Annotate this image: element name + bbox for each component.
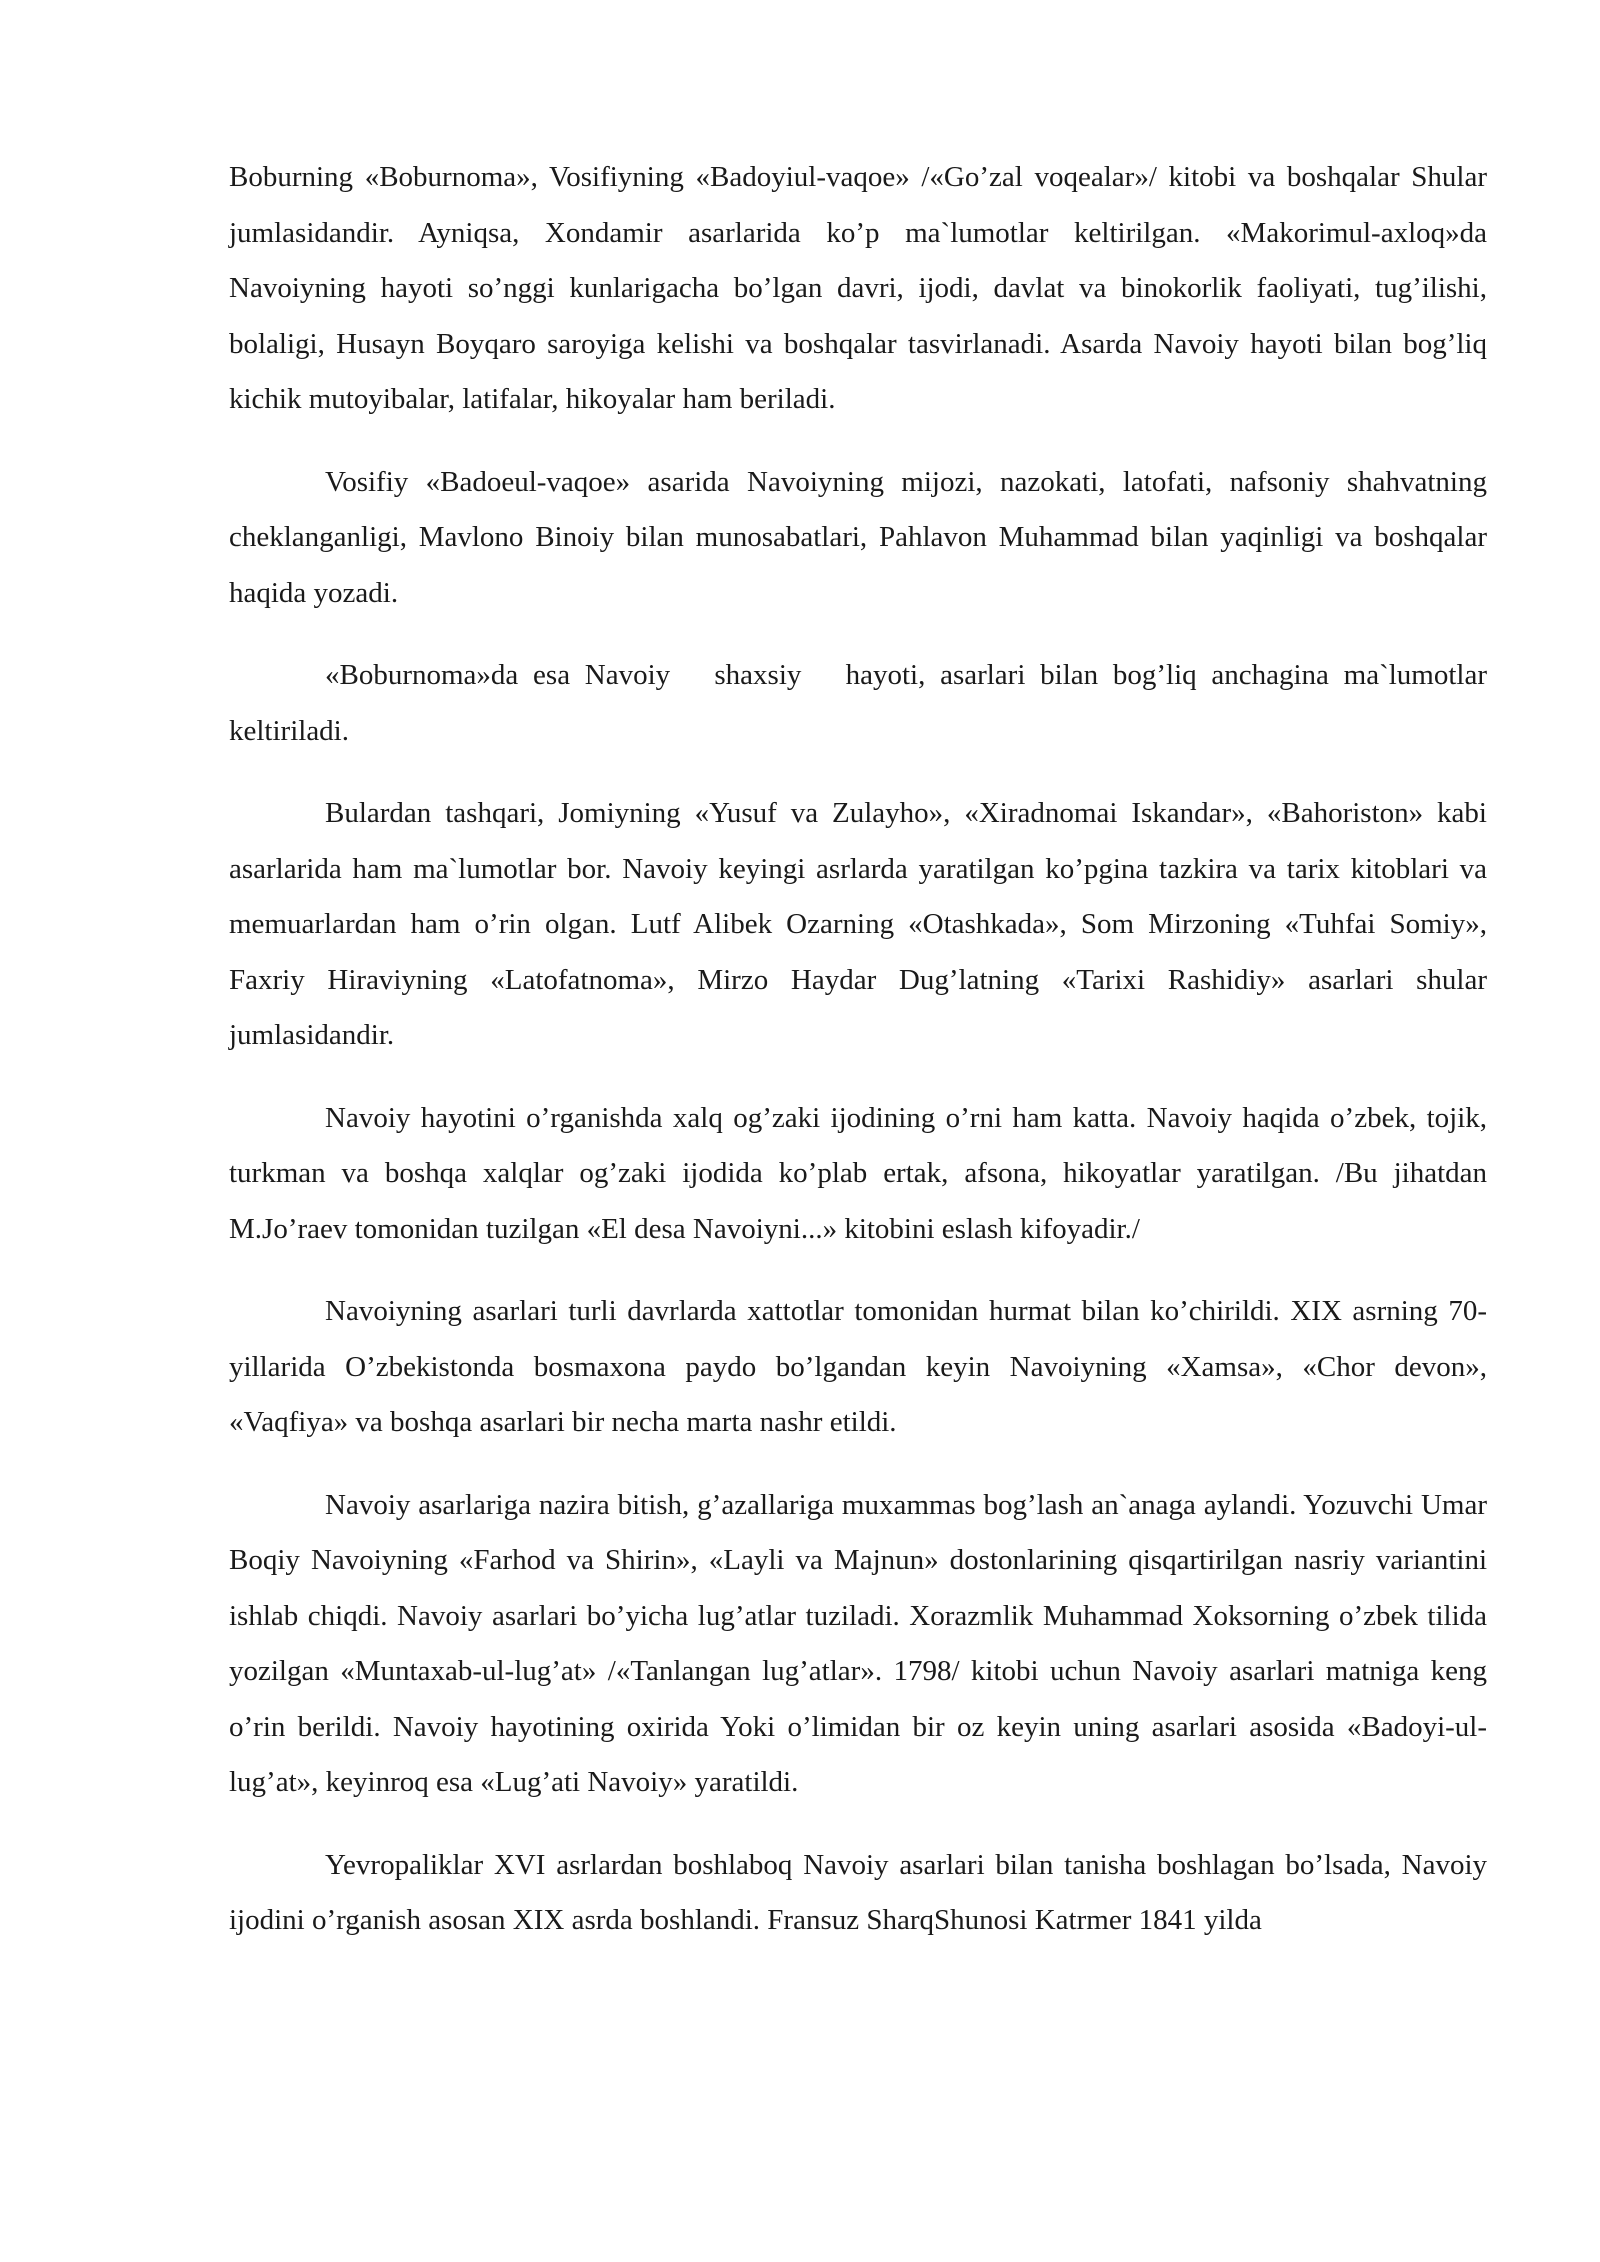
- paragraph-4: Bulardan tashqari, Jomiyning «Yusuf va Zulayho», «Xiradnomai Iskandar», «Bahoriston» kabi asarlarida ham ma`lumotlar bor. Navoiy keyingi asrlarda yaratilgan ko’pgina tazkira va tarix kitoblari va memuarlardan ham o’rin olgan. Lutf Alibek Ozarning «Otashkada», Som Mirzoning «Tuhfai Somiy», Faxriy Hiraviyning «Latofatnoma», Mirzo Haydar Dug’latning «Tarixi Rashidiy» asarlari shular jumlasidandir.: [229, 797, 1487, 1051]
- paragraph-3: «Boburnoma»da esa Navoiy shaxsiy hayoti, asarlari bilan bog’liq anchagina ma`lumotlar keltiriladi.: [229, 659, 1495, 747]
- paragraph-8: Yevropaliklar XVI asrlardan boshlaboq Navoiy asarlari bilan tanisha boshlagan bo’lsada, Navoiy ijodini o’rganish asosan XIX asrda boshlandi. Fransuz SharqShunosi Katrmer 1841 yilda: [229, 1848, 1487, 1936]
- paragraph-5: Navoiy hayotini o’rganishda xalq og’zaki ijodining o’rni ham katta. Navoiy haqida o’zbek, tojik, turkman va boshqa xalqlar og’zaki ijodida ko’plab ertak, afsona, hikoyatlar yaratilgan. /Bu jihatdan M.Jo’raev tomonidan tuzilgan «El desa Navoiyni...» kitobini eslash kifoyadir./: [229, 1101, 1487, 1245]
- document-body: [229, 150, 1495, 1949]
- paragraph-7: Navoiy asarlariga nazira bitish, g’azallariga muxammas bog’lash an`anaga aylandi. Yozuvchi Umar Boqiy Navoiyning «Farhod va Shirin», «Layli va Majnun» dostonlarining qisqartirilgan nasriy variantini ishlab chiqdi. Navoiy asarlari bo’yicha lug’atlar tuziladi. Xorazmlik Muhammad Xoksorning o’zbek tilida yozilgan «Muntaxab-ul-lug’at» /«Tanlangan lug’atlar». 1798/ kitobi uchun Navoiy asarlari matniga keng o’rin berildi. Navoiy hayotining oxirida Yoki o’limidan bir oz keyin uning asarlari asosida «Badoyi-ul-lug’at», keyinroq esa «Lug’ati Navoiy» yaratildi.: [229, 1488, 1487, 1798]
- paragraph-2: Vosifiy «Badoeul-vaqoe» asarida Navoiyning mijozi, nazokati, latofati, nafsoniy shahvatning cheklanganligi, Mavlono Binoiy bilan munosabatlari, Pahlavon Muhammad bilan yaqinligi va boshqalar haqida yozadi.: [229, 465, 1487, 609]
- paragraph-6: Navoiyning asarlari turli davrlarda xattotlar tomonidan hurmat bilan ko’chirildi. XIX asrning 70-yillarida O’zbekistonda bosmaxona paydo bo’lgandan keyin Navoiyning «Xamsa», «Chor devon», «Vaqfiya» va boshqa asarlari bir necha marta nashr etildi.: [229, 1295, 1487, 1438]
- paragraph-1: Boburning «Boburnoma», Vosifiyning «Badoyiul-vaqoe» /«Go’zal voqealar»/ kitobi va boshqalar Shular jumlasidandir. Ayniqsa, Xondamir asarlarida ko’p ma`lumotlar keltirilgan. «Makorimul-axloq»da Navoiyning hayoti so’nggi kunlarigacha bo’lgan davri, ijodi, davlat va binokorlik faoliyati, tug’ilishi, bolaligi, Husayn Boyqaro saroyiga kelishi va boshqalar tasvirlanadi. Asarda Navoiy hayoti bilan bog’liq kichik mutoyibalar, latifalar, hikoyalar ham beriladi.: [229, 161, 1487, 415]
